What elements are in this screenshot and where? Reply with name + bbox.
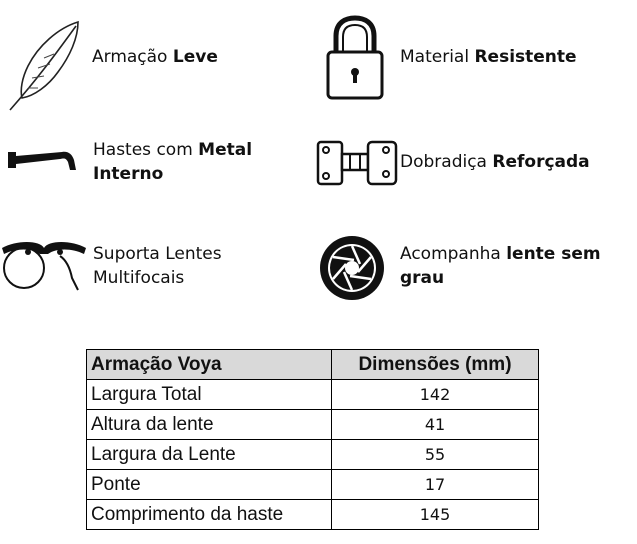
dimensions-table [86,349,539,530]
row-label: Largura da Lente [87,440,332,470]
row-value: 41 [332,410,539,440]
feature-reinforced-hinge: Dobradiça Reforçada [400,152,590,172]
row-label: Altura da lente [87,410,332,440]
row-label: Largura Total [87,380,332,410]
feature-plano-lens: Acompanha lente sem grau [400,244,601,288]
table-row [87,410,539,440]
feature-metal-temples: Hastes com Metal Interno [93,140,253,184]
temple-arm-icon [6,140,76,184]
row-label: Comprimento da haste [87,500,332,530]
padlock-icon [324,14,386,106]
table-row [87,440,539,470]
table-row [87,380,539,410]
row-value: 55 [332,440,539,470]
row-value: 142 [332,380,539,410]
table-header-row [87,350,539,380]
table-row [87,500,539,530]
header-frame-model: Armação Voya [87,350,332,380]
header-dimensions: Dimensões (mm) [332,350,539,380]
round-glasses-icon [0,238,88,298]
row-value: 145 [332,500,539,530]
row-value: 17 [332,470,539,500]
table-row [87,470,539,500]
feature-resistant-material: Material Resistente [400,47,577,67]
camera-aperture-icon [318,234,386,306]
feature-multifocal-support: Suporta Lentes Multifocais [93,244,222,288]
feature-light-frame: Armação Leve [92,47,218,67]
hinge-icon [316,138,400,192]
row-label: Ponte [87,470,332,500]
feather-icon [4,18,86,117]
